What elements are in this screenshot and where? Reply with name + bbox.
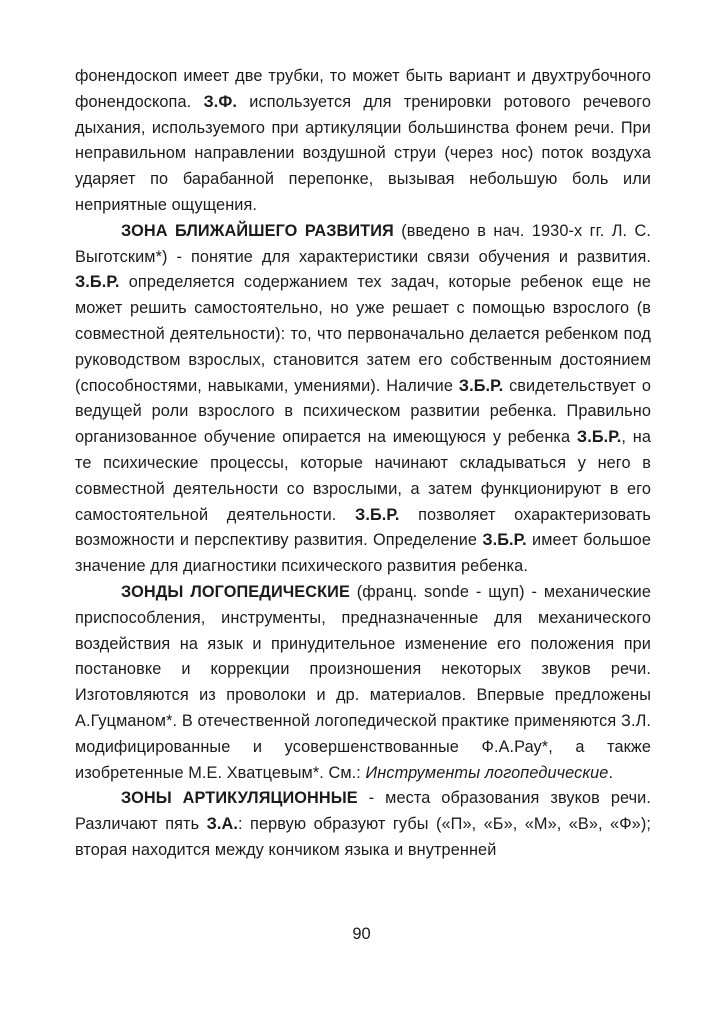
term-bold: З.Б.Р. [482,531,527,550]
page-body [75,64,651,864]
term-bold: ЗОНДЫ ЛОГОПЕДИЧЕСКИЕ [121,582,350,601]
text-run: , на те психические процессы, которые начинают складываться у него в совместной деятельности со взрослыми, а затем функционируют в его самостоятельной деятельности. [75,428,651,524]
paragraph [75,580,651,786]
term-bold: З.Б.Р. [75,273,120,292]
paragraph [75,64,651,219]
paragraph [75,219,651,580]
text-run: фонендоскоп имеет две трубки, то может быть вариант и двухтрубочного фонендоскопа. [75,67,651,111]
term-bold: З.Б.Р. [576,428,622,447]
text-run: (введено в нач. 1930-х гг. Л. С. Выготским*) - понятие для характеристики связи обучения и развития. [75,221,651,266]
text-run: свидетельствует о ведущей роли взрослого в психическом развитии ребенка. Правильно организованное обучение опирается на имеющуюся у ребенка [75,376,651,447]
text-run: имеет большое значение для диагностики психического развития ребенка. [75,531,651,576]
term-bold: З.Б.Р. [355,505,400,524]
term-bold: З.А. [206,815,239,834]
text-run: (франц. sonde - щуп) - механические приспособления, инструменты, предназначенные для механического воздействия на язык и принудительное изменение его положения при постановке и коррекции произношения некоторых звуков речи. Изготовляются из проволоки и др. материалов. Впервые предложены А.Гуцманом*. В отечественной логопедической практике применяются З.Л. модифицированные и усовершенствованные Ф.А.Рау*, а также изобретенные М.Е. Хватцевым*. См.: [75,582,651,782]
cross-reference-italic: Инструменты логопедические [365,763,609,782]
text-run: используется для тренировки ротового речевого дыхания, используемого при артикуляции большинства фонем речи. При неправильном направлении воздушной струи (через нос) поток воздуха ударяет по барабанной перепонке, вызывая небольшую боль или неприятные ощущения. [75,92,651,214]
text-run: : первую образуют губы («П», «Б», «М», «В», «Ф»); вторая находится между кончиком языка и внутренней [75,815,651,859]
text-run: определяется содержанием тех задач, которые ребенок еще не может решить самостоятельно, но уже решает с помощью взрослого (в совместной деятельности): то, что первоначально делается ребенком под руководством взрослых, становится затем его собственным достоянием (способностями, навыками, умениями). Наличие [75,273,651,395]
term-bold: ЗОНЫ АРТИКУЛЯЦИОННЫЕ [121,789,358,808]
text-run: позволяет охарактеризовать возможности и перспективу развития. Определение [75,505,651,550]
term-bold: З.Ф. [203,92,238,111]
paragraph [75,786,651,863]
page-number: 90 [352,925,371,943]
term-bold: ЗОНА БЛИЖАЙШЕГО РАЗВИТИЯ [121,221,394,240]
term-bold: З.Б.Р. [458,376,504,395]
text-run: . [608,763,614,782]
text-run: - места образования звуков речи. Различают пять [75,789,651,834]
